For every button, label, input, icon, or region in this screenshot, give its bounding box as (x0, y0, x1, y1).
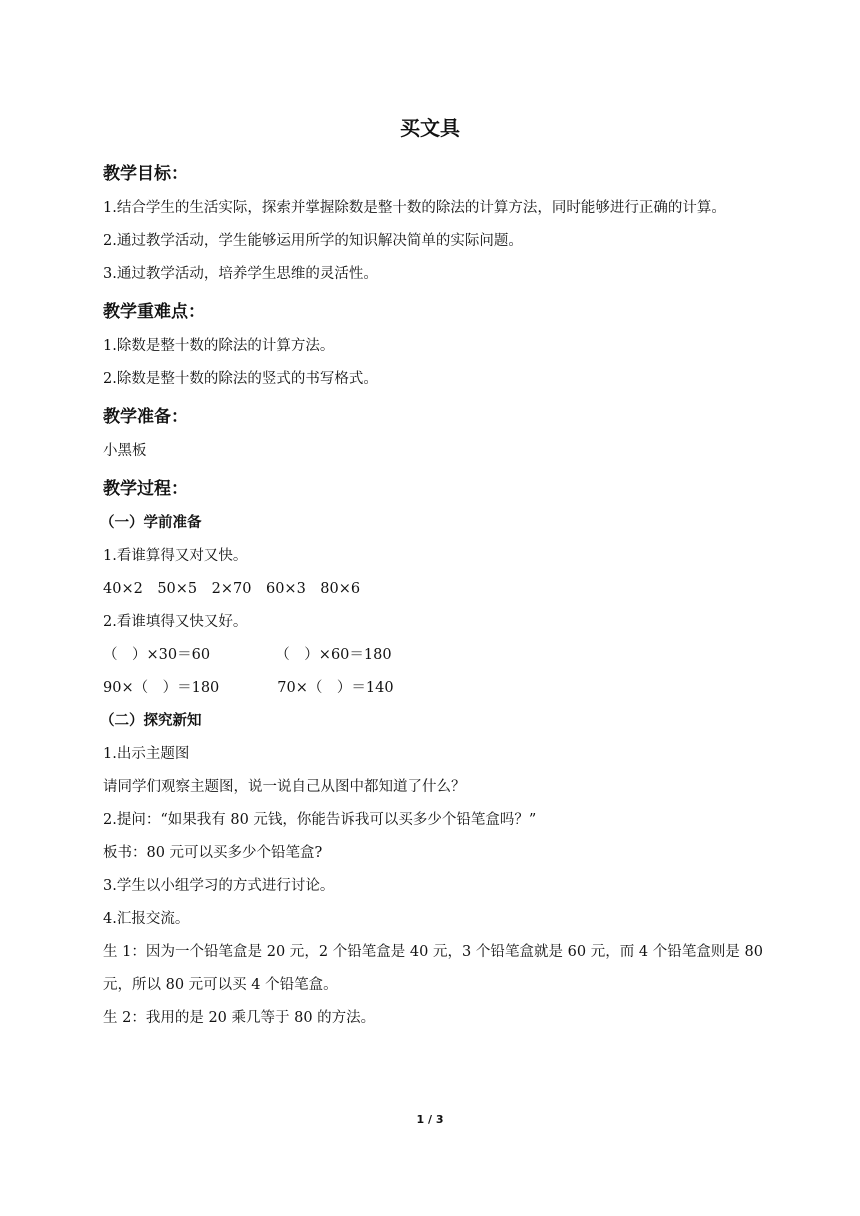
part2-line-6: 4.汇报交流。 (103, 911, 190, 927)
part2-line-4: 板书：80 元可以买多少个铅笔盒? (103, 845, 323, 861)
preparation-heading: 教学准备： (103, 407, 188, 427)
part1-line-3: 2.看谁填得又快又好。 (103, 614, 248, 630)
part2-line-1: 1.出示主题图 (103, 746, 190, 762)
part1-line-2: 40×2 50×5 2×70 60×3 80×6 (103, 581, 361, 597)
key-points-heading: 教学重难点： (103, 302, 205, 322)
part1-line-4: （ ）×30＝60 （ ）×60＝180 (103, 647, 392, 663)
objectives-heading: 教学目标： (103, 164, 188, 184)
part2-line-7: 生 1：因为一个铅笔盒是 20 元，2 个铅笔盒是 40 元，3 个铅笔盒就是 60 元，而 4 个铅笔盒则是 80 元，所以 80 元可以买 4 个铅笔盒。 (103, 944, 763, 993)
process-part2-heading: （二）探究新知 (100, 713, 202, 729)
document-title: 买文具 (400, 116, 460, 140)
page-number: 1 / 3 (416, 1113, 444, 1126)
key-point-item-1: 1.除数是整十数的除法的计算方法。 (103, 338, 335, 354)
process-heading: 教学过程： (103, 479, 188, 499)
preparation-item-1: 小黑板 (103, 443, 147, 459)
objective-item-2: 2.通过教学活动，学生能够运用所学的知识解决简单的实际问题。 (103, 233, 523, 249)
part1-line-5: 90×（ ）＝180 70×（ ）＝140 (103, 680, 394, 696)
part2-line-2: 请同学们观察主题图，说一说自己从图中都知道了什么？ (103, 779, 466, 795)
process-part1-heading: （一）学前准备 (100, 515, 202, 531)
part2-line-8: 生 2：我用的是 20 乘几等于 80 的方法。 (103, 1010, 376, 1026)
objective-item-3: 3.通过教学活动，培养学生思维的灵活性。 (103, 266, 378, 282)
part2-line-3: 2.提问：“如果我有 80 元钱，你能告诉我可以买多少个铅笔盒吗？” (103, 812, 537, 828)
part2-line-5: 3.学生以小组学习的方式进行讨论。 (103, 878, 335, 894)
document-body (100, 156, 763, 1035)
key-point-item-2: 2.除数是整十数的除法的竖式的书写格式。 (103, 371, 378, 387)
part1-line-1: 1.看谁算得又对又快。 (103, 548, 248, 564)
objective-item-1: 1.结合学生的生活实际，探索并掌握除数是整十数的除法的计算方法，同时能够进行正确的计算。 (103, 200, 726, 216)
